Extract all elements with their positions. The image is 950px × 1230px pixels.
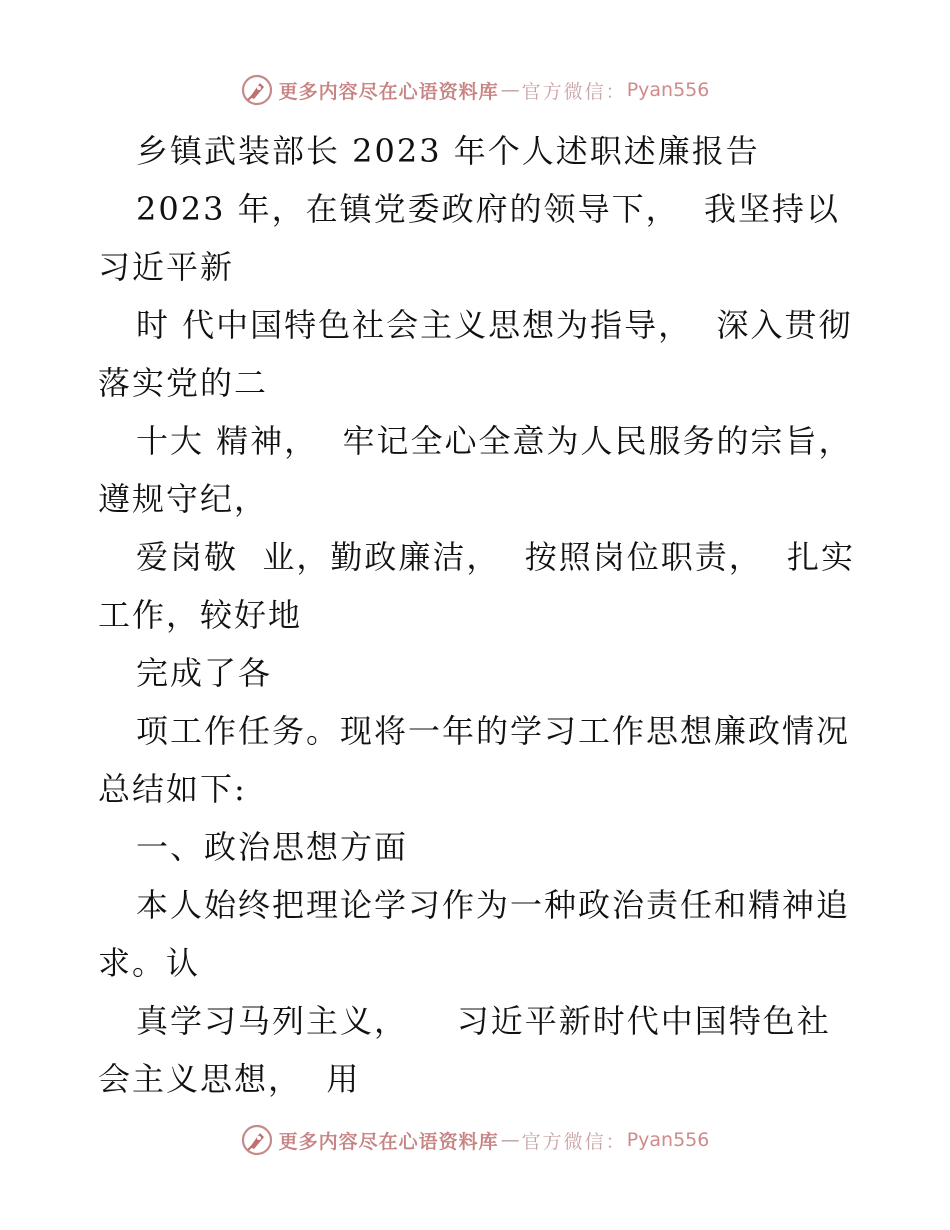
watermark-separator: — [500, 79, 520, 101]
document-body [98, 122, 858, 1108]
paragraph: 十大 精神， 牢记全心全意为人民服务的宗旨，遵规守纪， [98, 422, 853, 518]
paragraph: 爱岗敬 业，勤政廉洁， 按照岗位职责， 扎实工作，较好地 [98, 538, 856, 634]
paragraph: 完成了各 [136, 654, 273, 692]
document-title: 乡镇武装部长 2023 年个人述职述廉报告 [136, 132, 760, 170]
watermark-separator: — [500, 1129, 520, 1151]
watermark-secondary-text: 官方微信： [521, 80, 627, 103]
footer-watermark [0, 1124, 950, 1156]
watermark-primary-text: 更多内容尽在心语资料库 [278, 80, 499, 103]
section-heading: 一、政治思想方面 [136, 828, 409, 866]
watermark-account-id: Pyan556 [626, 79, 710, 101]
header-watermark [0, 74, 950, 106]
watermark-secondary-text: 官方微信： [521, 1130, 627, 1153]
paragraph: 本人始终把理论学习作为一种政治责任和精神追求。认 [98, 886, 851, 982]
paragraph: 真学习马列主义， 习近平新时代中国特色社会主义思想， 用 [98, 1002, 831, 1098]
paragraph: 2023 年，在镇党委政府的领导下， 我坚持以习近平新 [98, 190, 840, 286]
pen-nib-logo-icon [241, 1124, 273, 1156]
paragraph: 时 代中国特色社会主义思想为指导， 深入贯彻落实党的二 [98, 306, 853, 402]
watermark-primary-text: 更多内容尽在心语资料库 [278, 1130, 499, 1153]
paragraph: 项工作任务。现将一年的学习工作思想廉政情况总结如下: [98, 712, 851, 808]
watermark-account-id: Pyan556 [626, 1129, 710, 1151]
pen-nib-logo-icon [241, 74, 273, 106]
